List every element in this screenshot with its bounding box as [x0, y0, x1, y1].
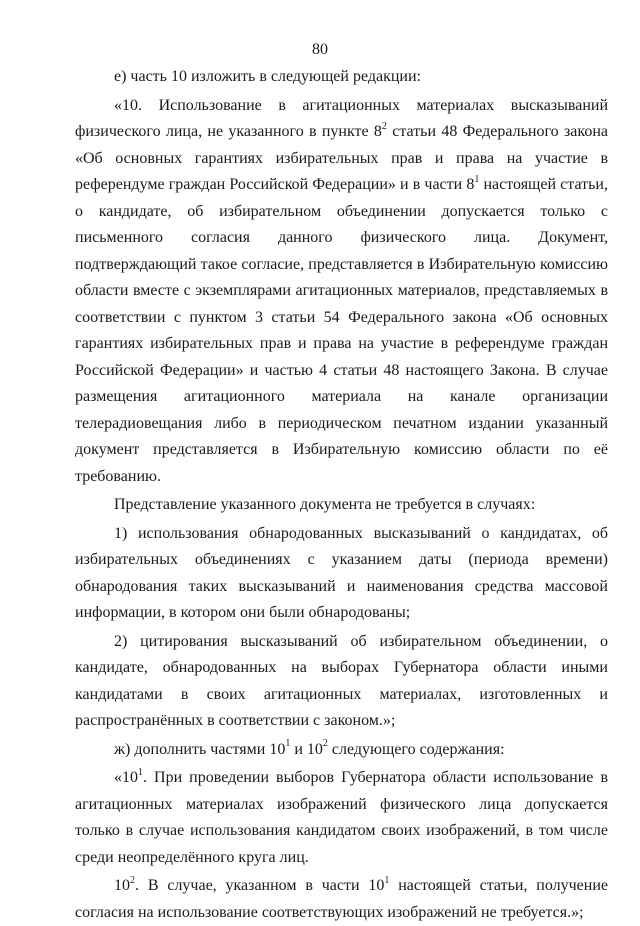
part10-1-superscript: 1	[138, 766, 143, 778]
paragraph-item-e-text: е) часть 10 изложить в следующей редакции:	[114, 68, 421, 85]
part10-1-text-b: . При проведении выборов Губернатора области использование в агитационных материалах изображений физического лица допускается только в случае использования кандидатом своих изображений, в том числе среди неопределённого круга лиц.	[75, 769, 608, 866]
part10-text-a: «10. Использование в агитационных материалах высказываний физического лица, не указанного в пункте 8	[75, 96, 608, 140]
paragraph-not-required	[75, 492, 608, 519]
part10-2-superscript-2: 1	[384, 874, 390, 886]
part10-2-text-c: настоящей статьи, получение согласия на использование соответствующих изображений не требуется.»;	[75, 877, 609, 921]
item-zh-superscript-2: 2	[322, 738, 328, 750]
paragraph-part-10	[75, 93, 608, 491]
item-zh-superscript-1: 1	[285, 738, 291, 750]
paragraph-item-zh	[75, 737, 608, 764]
item-zh-text-c: следующего содержания:	[327, 740, 505, 758]
paragraph-case-2	[75, 629, 608, 735]
document-body	[75, 64, 608, 926]
part10-text-b: статьи 48 Федерального закона «Об основных гарантиях избирательных прав и права на участие в референдуме граждан Российской Федерации» и в части 8	[75, 123, 609, 193]
paragraph-part-10-1	[75, 765, 608, 871]
item-zh-text-b: и 10	[290, 740, 323, 758]
not-required-text: Представление указанного документа не требуется в случаях:	[114, 496, 536, 513]
part10-2-text-b: . В случае, указанном в части 10	[135, 877, 385, 894]
case-2-text: 2) цитирования высказываний об избирательном объединении, о кандидате, обнародованных на выборах Губернатора области иными кандидатами в своих агитационных материалах, изготовленных и распространённых в соответствии с законом.»;	[75, 632, 608, 729]
case-1-text: 1) использования обнародованных высказываний о кандидатах, об избирательных объединениях с указанием даты (периода времени) обнародования таких высказываний и наименования средства массовой информации, в котором они были обнародованы;	[75, 524, 608, 621]
part10-text-c: настоящей статьи, о кандидате, об избирательном объединении допускается только с письменного согласия данного физического лица. Документ, подтверждающий такое согласие, представляется в Избирательную комиссию области вместе с экземплярами агитационных материалов, представляемых в соответствии с пунктом 3 статьи 54 Федерального закона «Об основных гарантиях избирательных прав и права на участие в референдуме граждан Российской Федерации» и частью 4 статьи 48 настоящего Закона. В случае размещения агитационного материала на канале организации телерадиовещания либо в периодическом печатном издании указанный документ представляется в Избирательную комиссию области по её требованию.	[75, 176, 608, 485]
part10-superscript-1: 2	[381, 120, 387, 132]
part10-2-superscript: 2	[130, 874, 135, 886]
part10-2-text-a: 10	[114, 877, 130, 894]
paragraph-item-e	[75, 64, 608, 91]
item-zh-text-a: ж) дополнить частями 10	[114, 740, 286, 758]
page-number: 80	[312, 41, 328, 58]
part10-superscript-2: 1	[474, 173, 480, 185]
part10-1-text-a: «10	[114, 769, 138, 786]
paragraph-case-1	[75, 521, 608, 627]
paragraph-part-10-2	[75, 873, 608, 926]
